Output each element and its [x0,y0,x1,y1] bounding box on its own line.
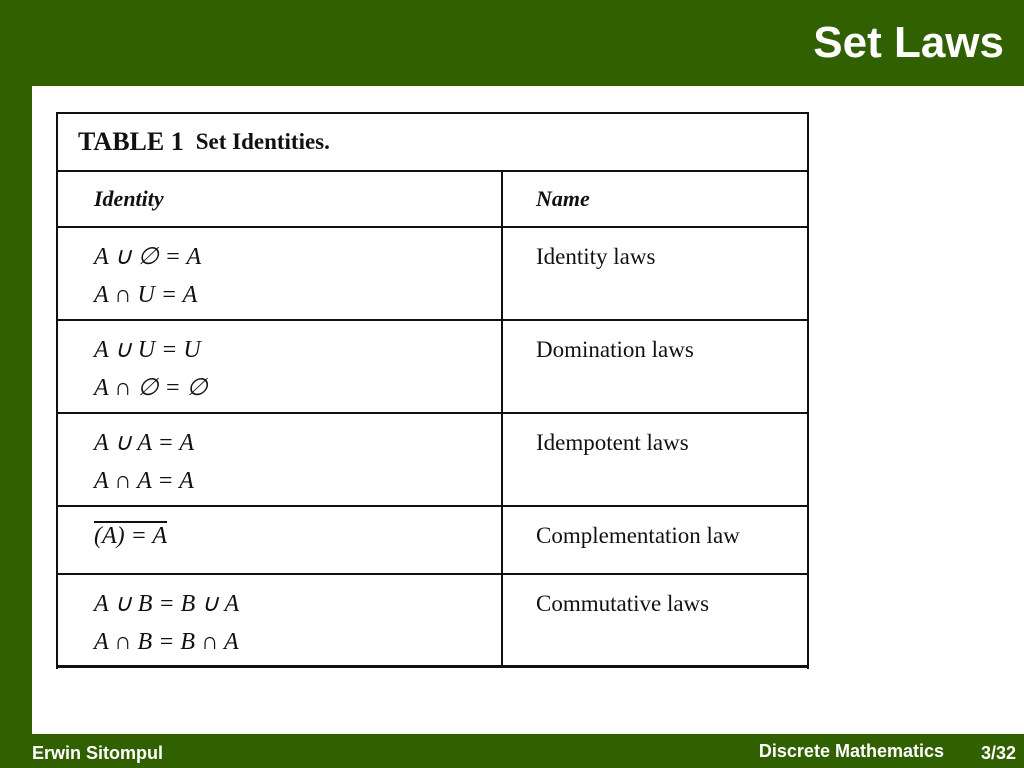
footer-author: Erwin Sitompul [32,743,164,763]
law-name: Complementation law [536,523,740,548]
table-header-row [58,172,807,228]
footer-page-number: 3/32 [980,743,1016,763]
table-row-idempotent-laws [58,414,807,507]
table-row-domination-laws [58,321,807,414]
footer-course: Discrete Mathematics [758,741,944,761]
table-title: Set Identities. [195,129,330,154]
law-name: Identity laws [536,244,656,269]
law-name: Commutative laws [536,591,710,616]
formula: A ∪ U = U [94,337,201,363]
formula: A ∪ B = B ∪ A [94,591,240,617]
header-identity: Identity [58,172,503,226]
table-row-commutative-laws [58,575,807,668]
table-caption [58,114,807,172]
law-name: Domination laws [536,337,694,362]
formula: A ∩ U = A [94,282,198,308]
formula: A ∩ A = A [94,468,194,494]
set-identities-table [56,112,809,669]
formula: A ∩ ∅ = ∅ [94,375,208,401]
table-number: TABLE 1 [78,127,184,156]
formula: A ∪ A = A [94,430,195,456]
slide-title: Set Laws [813,18,1004,67]
header-name: Name [536,186,590,211]
table-row-identity-laws [58,228,807,321]
table-row-complementation-law [58,507,807,575]
formula: A ∩ B = B ∩ A [94,629,239,655]
formula: (A) = A [94,523,168,549]
slide-content [32,86,1024,734]
law-name: Idempotent laws [536,430,689,455]
formula: A ∪ ∅ = A [94,244,202,270]
